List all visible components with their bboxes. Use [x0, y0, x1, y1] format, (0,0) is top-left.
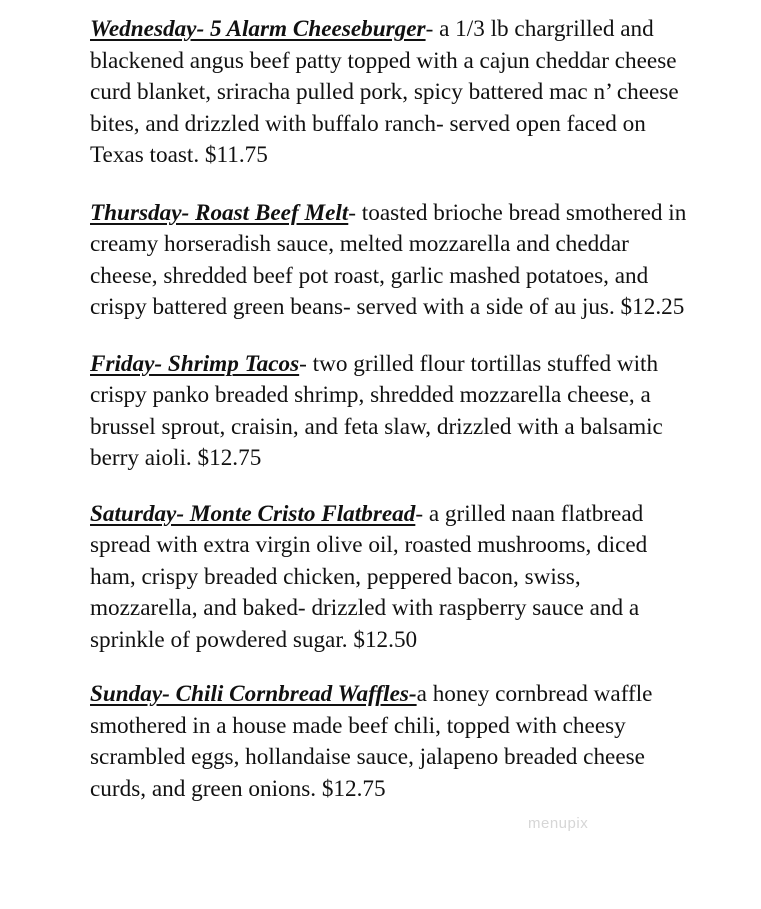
daily-specials-menu [90, 14, 690, 831]
menu-item-title: Sunday- Chili Cornbread Waffles- [90, 681, 417, 707]
menu-item-wednesday [90, 14, 690, 172]
menu-item-description: a honey cornbread waffle smothered in a house made beef chili, topped with cheesy scrambled eggs, hollandaise sauce, jalapeno breaded cheese curds, and green onions. $12.75 [90, 681, 653, 802]
menu-item-thursday [90, 198, 690, 324]
menu-item-sunday [90, 679, 690, 805]
menu-item-description: - a grilled naan flatbread spread with extra virgin olive oil, roasted mushrooms, diced ham, crispy breaded chicken, peppered bacon, swiss, mozzarella, and baked- drizzled with raspberry sauce and a sprinkle of powdered sugar. $12.50 [90, 500, 648, 653]
menu-item-description: - two grilled flour tortillas stuffed with crispy panko breaded shrimp, shredded mozzarella cheese, a brussel sprout, craisin, and feta slaw, drizzled with a balsamic berry aioli. $12.75 [90, 350, 663, 471]
menu-item-title: Friday- Shrimp Tacos [90, 350, 300, 377]
menu-item-title: Wednesday- 5 Alarm Cheeseburger [90, 16, 426, 42]
menu-item-saturday [90, 499, 690, 657]
menu-item-title: Thursday- Roast Beef Melt [90, 199, 349, 226]
menu-item-description: - toasted brioche bread smothered in creamy horseradish sauce, melted mozzarella and cheddar cheese, shredded beef pot roast, garlic mashed potatoes, and crispy battered green beans- served with a side of au jus. $12.25 [90, 199, 687, 320]
menu-item-description: - a 1/3 lb chargrilled and blackened angus beef patty topped with a cajun cheddar cheese curd blanket, sriracha pulled pork, spicy battered mac n’ cheese bites, and drizzled with buffalo ranch- served open faced on Texas toast. $11.75 [90, 16, 679, 168]
menu-item-friday [90, 349, 690, 475]
menu-item-title: Saturday- Monte Cristo Flatbread [90, 500, 416, 527]
watermark: menupix [528, 815, 589, 832]
